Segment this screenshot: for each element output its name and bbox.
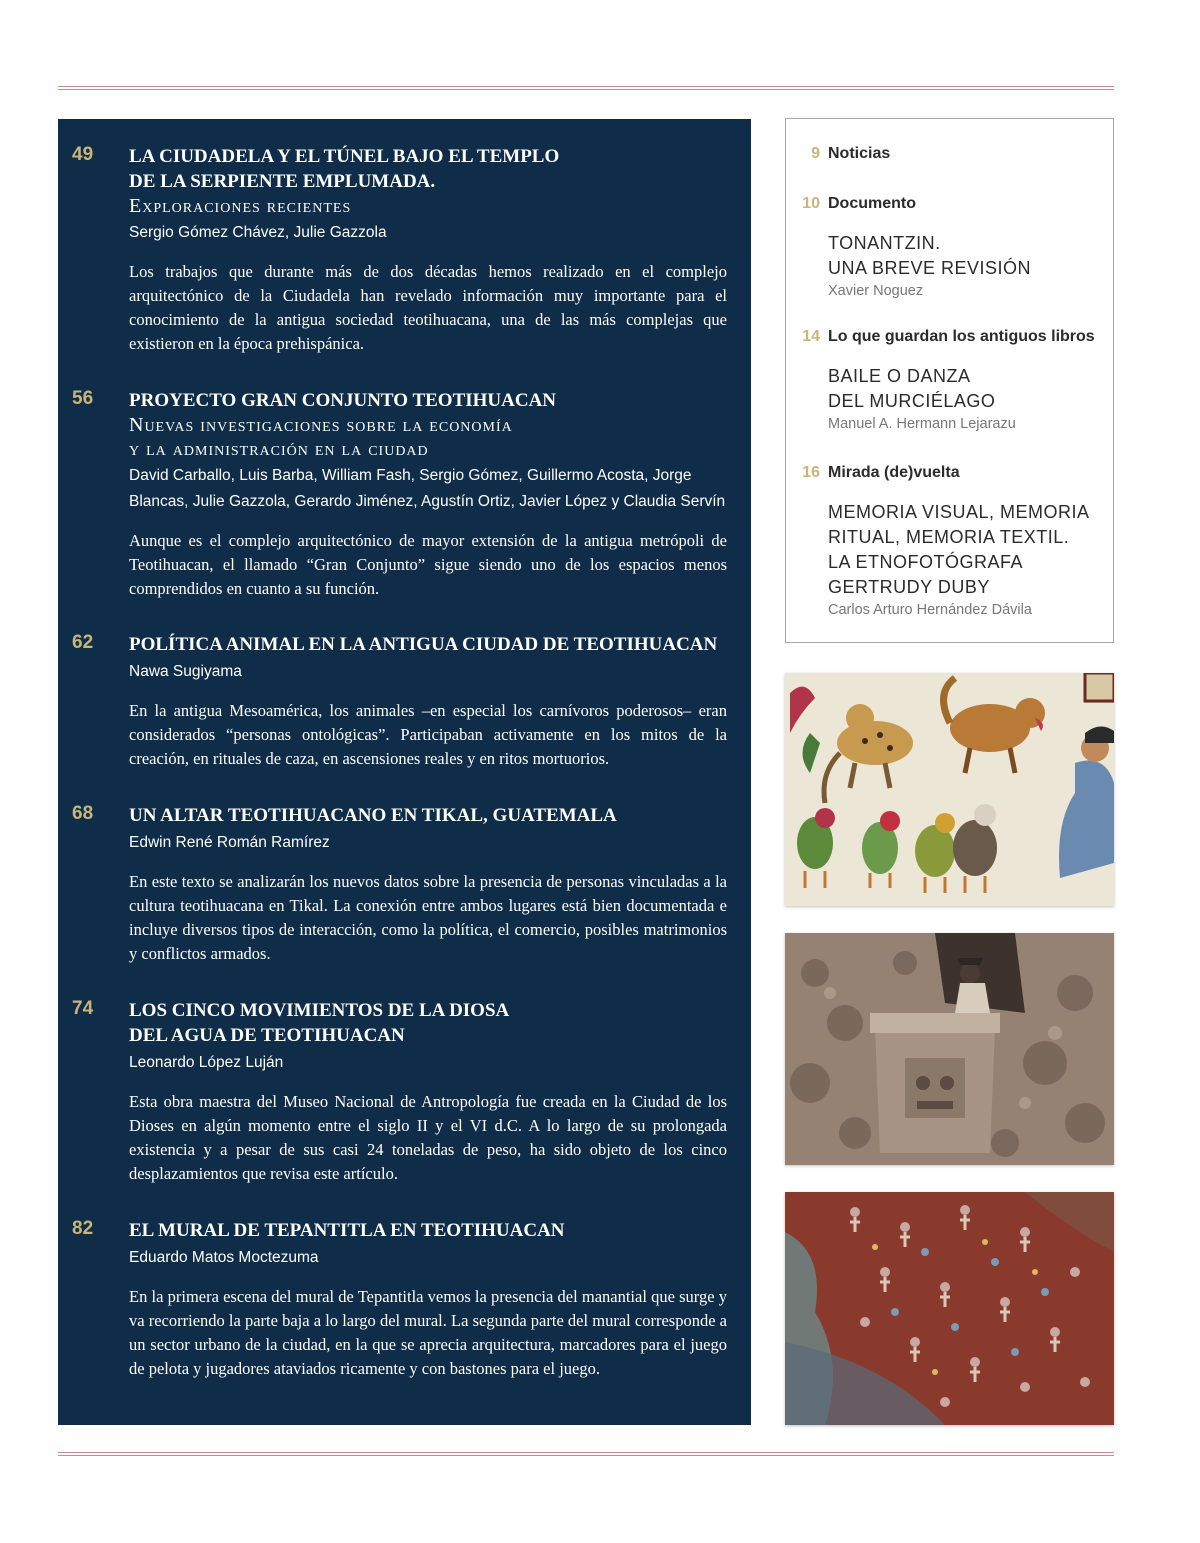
article-page-number: 82: [72, 1218, 94, 1239]
article-title: LOS CINCO MOVIMIENTOS DE LA DIOSA DEL AGUA DE TEOTIHUACAN: [129, 1000, 510, 1046]
article-authors: Nawa Sugiyama: [129, 663, 242, 680]
article-abstract: En la primera escena del mural de Tepantitla vemos la presencia del manantial que surge y va recorriendo la parte baja a lo largo del mural. La segunda parte del mural corresponde a un sector urbano de la ciudad, en la que se aprecia arquitectura, marcadores para el juego de pelota y jugadores ataviados ricamente y con bastones para el juego.: [129, 1287, 727, 1378]
article-abstract: Aunque es el complejo arquitectónico de mayor extensión de la antigua metrópoli de Teotihuacan, el llamado “Gran Conjunto” sigue siendo uno de los espacios menos comprendidos en cuanto a su función.: [129, 531, 727, 598]
section-page-number: 10: [802, 195, 820, 212]
article-title: PROYECTO GRAN CONJUNTO TEOTIHUACAN: [129, 390, 557, 411]
codex-animals-image: [785, 673, 1114, 906]
article-title: LA CIUDADELA Y EL TÚNEL BAJO EL TEMPLO DE LA SERPIENTE EMPLUMADA.: [129, 146, 560, 192]
section-name: Documento: [828, 195, 916, 212]
article-page-number: 49: [72, 144, 94, 165]
article-page-number: 68: [72, 803, 94, 824]
article-authors: Leonardo López Luján: [129, 1054, 284, 1071]
article-abstract: Los trabajos que durante más de dos décadas hemos realizado en el complejo arquitectónico de la Ciudadela han revelado información muy importante para el conocimiento de la antigua sociedad teotihuacana, una de las más complejas que existieron en la época prehispánica.: [129, 262, 727, 353]
article-abstract: En la antigua Mesoamérica, los animales –en especial los carnívoros poderosos– eran considerados “personas ontológicas”. Participaban activamente en los mitos de la creación, en rituales de caza, en ascensiones reales y en ritos mortuorios.: [129, 701, 727, 768]
article-subtitle: Nuevas investigaciones sobre la economía y la administración en la ciudad: [129, 414, 513, 460]
tepantitla-mural-image: [785, 1192, 1114, 1425]
section-name: Noticias: [828, 145, 891, 162]
articles-panel: [58, 119, 751, 1425]
section-page-number: 16: [802, 464, 820, 481]
article-abstract: En este texto se analizarán los nuevos datos sobre la presencia de personas vinculadas a la cultura teotihuacana en Tikal. La conexión entre ambos lugares está bien documentada e incluye diversos tipos de interacción, como la política, el comercio, posibles matrimonios y conflictos armados.: [129, 872, 727, 963]
article-authors: Edwin René Román Ramírez: [129, 834, 330, 851]
section-item-author: Carlos Arturo Hernández Dávila: [828, 602, 1032, 618]
article-authors: Sergio Gómez Chávez, Julie Gazzola: [129, 224, 387, 241]
section-item-title: MEMORIA VISUAL, MEMORIA RITUAL, MEMORIA TEXTIL. LA ETNOFOTÓGRAFA GERTRUDY DUBY: [828, 502, 1090, 597]
article-page-number: 56: [72, 388, 94, 409]
top-rule: [58, 86, 1114, 90]
bottom-rule: [58, 1452, 1114, 1456]
section-name: Mirada (de)vuelta: [828, 464, 960, 481]
section-item-author: Xavier Noguez: [828, 283, 924, 299]
section-page-number: 14: [802, 328, 820, 345]
article-authors: Eduardo Matos Moctezuma: [129, 1249, 319, 1266]
section-item-author: Manuel A. Hermann Lejarazu: [828, 416, 1016, 432]
section-item-title: TONANTZIN. UNA BREVE REVISIÓN: [828, 233, 1032, 278]
article-page-number: 74: [72, 998, 94, 1019]
altar-photo-image: [785, 933, 1114, 1165]
section-item-title: BAILE O DANZA DEL MURCIÉLAGO: [828, 366, 996, 411]
section-name: Lo que guardan los antiguos libros: [828, 328, 1095, 345]
article-abstract: Esta obra maestra del Museo Nacional de Antropología fue creada en la Ciudad de los Dioses en algún momento entre el siglo II y el VI d.C. A lo largo de su prolongada existencia y a pesar de sus casi 24 toneladas de peso, ha sido objeto de los cinco desplazamientos que revisa este artículo.: [129, 1092, 727, 1183]
article-page-number: 62: [72, 632, 94, 653]
section-page-number: 9: [811, 145, 820, 162]
sections-sidebar: [785, 118, 1114, 643]
article-authors: David Carballo, Luis Barba, William Fash, Sergio Gómez, Guillermo Acosta, Jorge Blancas, Julie Gazzola, Gerardo Jiménez, Agustín Ortiz, Javier López y Claudia Servín: [129, 467, 726, 510]
article-title: EL MURAL DE TEPANTITLA EN TEOTIHUACAN: [129, 1220, 565, 1241]
article-title: UN ALTAR TEOTIHUACANO EN TIKAL, GUATEMALA: [129, 805, 617, 826]
article-title: POLÍTICA ANIMAL EN LA ANTIGUA CIUDAD DE TEOTIHUACAN: [129, 634, 718, 655]
article-subtitle: Exploraciones recientes: [129, 195, 352, 217]
